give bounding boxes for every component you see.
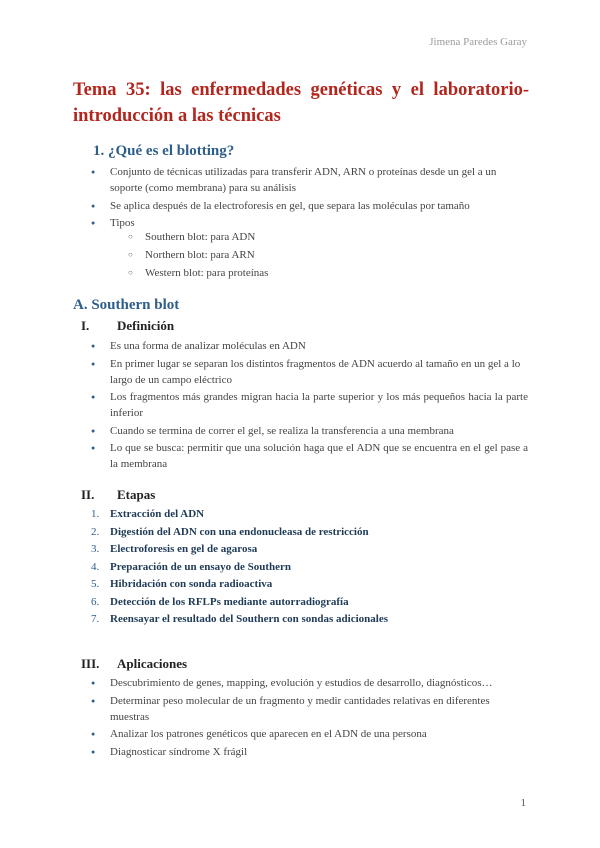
list-item: ● Lo que se busca: permitir que una solución haga que el ADN que se encuentra en el gel pase a la membrana	[91, 440, 528, 472]
list-item: ● Es una forma de analizar moléculas en ADN	[91, 338, 528, 354]
step-text: Detección de los RFLPs mediante autorradiografía	[110, 595, 349, 608]
document-title: Tema 35: las enfermedades genéticas y el laboratorio- introducción a las técnicas	[73, 80, 529, 126]
list-item-label: Tipos	[110, 217, 135, 229]
list-item: ○ Southern blot: para ADN	[128, 229, 528, 245]
list-item	[91, 541, 528, 557]
list-item: ○ Western blot: para proteínas	[128, 265, 528, 281]
list-item: ● Los fragmentos más grandes migran hacia la parte superior y los más pequeños hacia la parte inferior	[91, 389, 528, 421]
list-item: ● Cuando se termina de correr el gel, se realiza la transferencia a una membrana	[91, 423, 528, 439]
step-number: 6.	[91, 595, 100, 608]
step-number: 2.	[91, 525, 100, 538]
tipos-sub-list	[128, 229, 528, 282]
list-item	[91, 506, 528, 522]
section-heading-blotting: 1. ¿Qué es el blotting?	[93, 143, 235, 159]
list-item	[91, 594, 528, 610]
blotting-bullet-list	[91, 164, 528, 233]
section-heading-southern: A. Southern blot	[73, 297, 180, 313]
list-item	[91, 524, 528, 540]
subheading-number: II.	[81, 487, 95, 502]
step-number: 3.	[91, 543, 100, 555]
list-item	[91, 611, 528, 627]
subheading-aplicaciones	[81, 656, 187, 672]
step-number: 1.	[91, 508, 100, 520]
header-author: Jimena Paredes Garay	[429, 36, 527, 48]
list-item: ● Diagnosticar síndrome X frágil	[91, 744, 528, 760]
step-number: 5.	[91, 578, 100, 590]
subheading-label: Definición	[117, 318, 175, 333]
step-text: Extracción del ADN	[110, 508, 205, 520]
subheading-etapas	[81, 487, 155, 503]
definicion-bullet-list	[91, 338, 528, 474]
list-item: ○ Northern blot: para ARN	[128, 247, 528, 263]
subheading-definicion	[81, 318, 174, 334]
list-item: ● Analizar los patrones genéticos que aparecen en el ADN de una persona	[91, 726, 528, 742]
list-item: ● Determinar peso molecular de un fragmento y medir cantidades relativas en diferentes muestras	[91, 693, 528, 725]
aplicaciones-bullet-list	[91, 675, 528, 761]
list-item: ● Conjunto de técnicas utilizadas para transferir ADN, ARN o proteínas desde un gel a un soporte (como membrana) para su análisis	[91, 164, 528, 196]
step-text: Electroforesis en gel de agarosa	[110, 543, 258, 555]
etapas-numbered-list	[91, 506, 528, 629]
list-item: ● Se aplica después de la electroforesis en gel, que separa las moléculas por tamaño	[91, 198, 528, 214]
list-item: ● En primer lugar se separan los distintos fragmentos de ADN acuerdo al tamaño en un gel a lo largo de un campo eléctrico	[91, 356, 528, 388]
page-number: 1	[520, 797, 526, 809]
list-item: ● Descubrimiento de genes, mapping, evolución y estudios de desarrollo, diagnósticos…	[91, 675, 528, 691]
list-item	[91, 576, 528, 592]
subheading-label: Etapas	[117, 487, 156, 502]
subheading-number: III.	[81, 656, 100, 671]
step-text: Digestión del ADN con una endonucleasa de restricción	[110, 525, 369, 538]
step-text: Reensayar el resultado del Southern con sondas adicionales	[110, 613, 388, 625]
step-number: 4.	[91, 560, 100, 573]
subheading-label: Aplicaciones	[117, 656, 188, 671]
subheading-number: I.	[81, 318, 90, 333]
list-item	[91, 559, 528, 575]
step-text: Hibridación con sonda radioactiva	[110, 578, 273, 590]
step-number: 7.	[91, 613, 100, 625]
step-text: Preparación de un ensayo de Southern	[110, 560, 292, 573]
